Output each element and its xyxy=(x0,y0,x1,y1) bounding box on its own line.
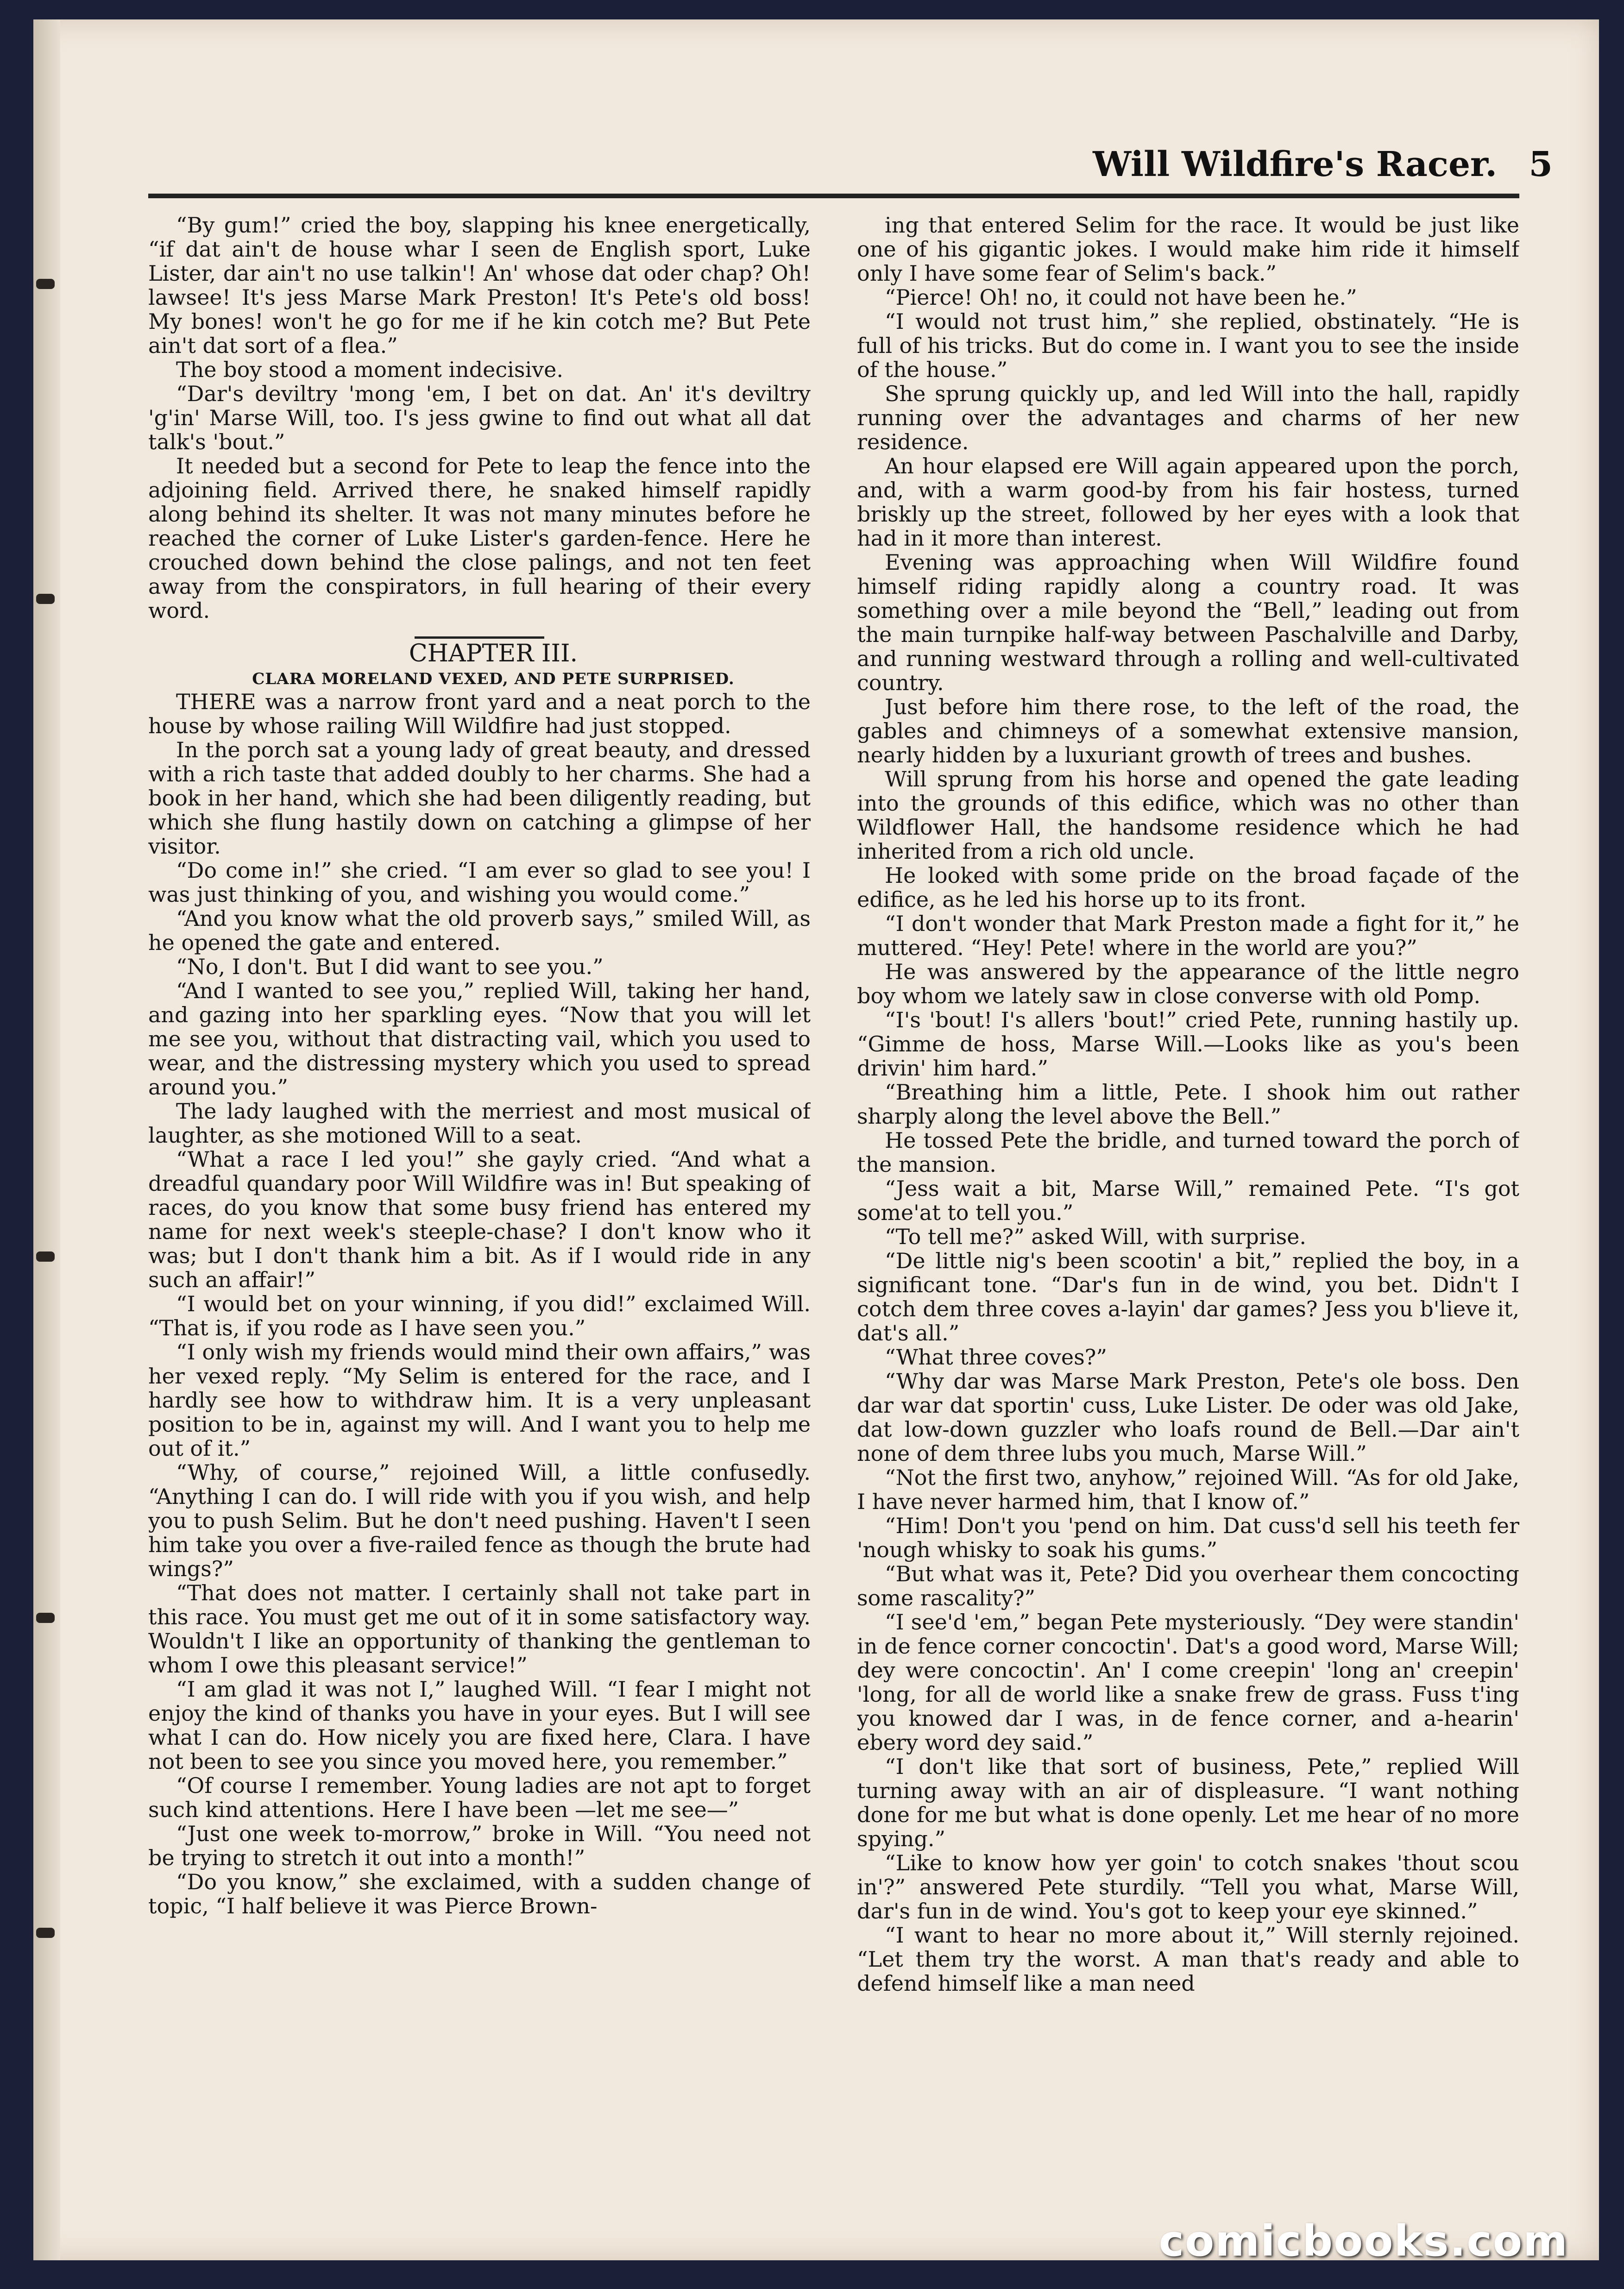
paragraph: “And you know what the old proverb says,” smiled Will, as he opened the gate and entered. xyxy=(148,906,811,955)
paragraph: “I see'd 'em,” began Pete mysteriously. “Dey were standin' in de fence corner concoctin'. Dat's a good word, Marse Will; dey were concoctin'. An' I come creepin' 'long an' creepin' 'long, for all de world like a snake frew de grass. Fuss t'ing you knowed dar I was, in de fence corner, and a-hearin' ebery word dey said.” xyxy=(857,1610,1519,1755)
paragraph: “I want to hear no more about it,” Will sternly rejoined. “Let them try the worst. A man that's ready and able to defend himself like a man need xyxy=(857,1923,1519,1996)
paragraph: He looked with some pride on the broad façade of the edifice, as he led his horse up to its front. xyxy=(857,863,1519,912)
paragraph: The boy stood a moment indecisive. xyxy=(176,357,564,382)
paragraph: Just before him there rose, to the left of the road, the gables and chimneys of a somewhat extensive mansion, nearly hidden by a luxuriant growth of trees and bushes. xyxy=(857,694,1519,767)
paragraph: “I am glad it was not I,” laughed Will. “I fear I might not enjoy the kind of thanks you have in your eyes. But I will see what I can do. How nicely you are fixed here, Clara. I have not been to see you since you moved here, you remember.” xyxy=(148,1677,811,1774)
paragraph: He was answered by the appearance of the little negro boy whom we lately saw in close converse with old Pomp. xyxy=(857,959,1519,1008)
chapter-title: CHAPTER III. xyxy=(409,640,578,667)
staple xyxy=(36,1928,55,1938)
paragraph: “Pierce! Oh! no, it could not have been he.” xyxy=(885,285,1357,310)
staple xyxy=(36,279,55,289)
paragraph: “What three coves?” xyxy=(885,1345,1107,1370)
paragraph: “But what was it, Pete? Did you overhear them concocting some rascality?” xyxy=(857,1561,1519,1610)
paragraph: “To tell me?” asked Will, with surprise. xyxy=(885,1224,1307,1249)
paragraph: He tossed Pete the bridle, and turned toward the porch of the mansion. xyxy=(857,1128,1519,1177)
paragraph: An hour elapsed ere Will again appeared upon the porch, and, with a warm good-by from his fair hostess, turned briskly up the street, followed by her eyes with a look that had in it more than interest. xyxy=(857,453,1519,551)
left-column-pre-chapter xyxy=(148,213,811,623)
paragraph: “What a race I led you!” she gayly cried. “And what a dreadful quandary poor Will Wildfire was in! But speaking of races, do you know that some busy friend has entered my name for next week's steeple-chase? I don't know who it was; but I don't thank him a bit. As if I would ride in any such an affair!” xyxy=(148,1147,811,1292)
paragraph: “By gum!” cried the boy, slapping his knee energetically, “if dat ain't de house whar I seen de English sport, Luke Lister, dar ain't no use talkin'! An' whose dat oder chap? Oh! lawsee! It's jess Marse Mark Preston! It's Pete's old boss! My bones! won't he go for me if he kin cotch me? But Pete ain't dat sort of a flea.” xyxy=(148,213,811,358)
paragraph: “Dar's deviltry 'mong 'em, I bet on dat. An' it's deviltry 'g'in' Marse Will, too. I's jess gwine to find out what all dat talk's 'bout.” xyxy=(148,381,811,454)
paragraph: The lady laughed with the merriest and most musical of laughter, as she motioned Will to a seat. xyxy=(148,1099,811,1148)
paragraph: “And I wanted to see you,” replied Will, taking her hand, and gazing into her sparkling eyes. “Now that you will let me see you, without that distracting vail, which you used to wear, and the distressing mystery which you used to spread around you.” xyxy=(148,978,811,1100)
text-columns xyxy=(148,213,1519,2186)
paragraph: THERE was a narrow front yard and a neat porch to the house by whose railing Will Wildfire had just stopped. xyxy=(148,689,811,738)
paragraph: In the porch sat a young lady of great beauty, and dressed with a rich taste that added doubly to her charms. She had a book in her hand, which she had been diligently reading, but which she flung hastily down on catching a glimpse of her visitor. xyxy=(148,737,811,859)
paragraph: It needed but a second for Pete to leap the fence into the adjoining field. Arrived there, he snaked himself rapidly along behind its shelter. It was not many minutes before he reached the corner of Luke Lister's garden-fence. Here he crouched down behind the close palings, and not ten feet away from the conspirators, in full hearing of their every word. xyxy=(148,453,811,623)
paragraph: “Jess wait a bit, Marse Will,” remained Pete. “I's got some'at to tell you.” xyxy=(857,1176,1519,1225)
page-number: 5 xyxy=(1529,145,1553,184)
paragraph: ing that entered Selim for the race. It would be just like one of his gigantic jokes. I would make him ride it himself only I have some fear of Selim's back.” xyxy=(857,213,1519,286)
paragraph: “I would not trust him,” she replied, obstinately. “He is full of his tricks. But do come in. I want you to see the inside of the house.” xyxy=(857,309,1519,382)
running-title: Will Wildfire's Racer. xyxy=(1093,145,1497,184)
paragraph: “I would bet on your winning, if you did!” exclaimed Will. “That is, if you rode as I have seen you.” xyxy=(148,1291,811,1340)
paragraph: Will sprung from his horse and opened the gate leading into the grounds of this edifice, which was no other than Wildflower Hall, the handsome residence which he had inherited from a rich old uncle. xyxy=(857,767,1519,864)
paragraph: “I don't like that sort of business, Pete,” replied Will turning away with an air of displeasure. “I want nothing done for me but what is done openly. Let me hear of no more spying.” xyxy=(857,1754,1519,1851)
staple xyxy=(36,1251,55,1262)
paragraph: “I don't wonder that Mark Preston made a fight for it,” he muttered. “Hey! Pete! where in the world are you?” xyxy=(857,911,1519,960)
paragraph: “Why, of course,” rejoined Will, a little confusedly. “Anything I can do. I will ride with you if you wish, and help you to push Selim. But he don't need pushing. Haven't I seen him take you over a five-railed fence as though the brute had wings?” xyxy=(148,1460,811,1581)
paragraph: “Like to know how yer goin' to cotch snakes 'thout scou in'?” answered Pete sturdily. “Tell you what, Marse Will, dar's fun in de wind. You's got to keep your eye skinned.” xyxy=(857,1850,1519,1924)
staple xyxy=(36,1613,55,1623)
chapter-subtitle: CLARA MORELAND VEXED, AND PETE SURPRISED. xyxy=(252,670,735,688)
paragraph: “No, I don't. But I did want to see you.” xyxy=(176,954,604,979)
paragraph: “I only wish my friends would mind their own affairs,” was her vexed reply. “My Selim is entered for the race, and I hardly see how to withdraw him. It is a very unpleasant position to be in, against my will. And I want you to help me out of it.” xyxy=(148,1339,811,1461)
paragraph: “I's 'bout! I's allers 'bout!” cried Pete, running hastily up. “Gimme de hoss, Marse Will.—Looks like as you's been drivin' him hard.” xyxy=(857,1007,1519,1081)
header-rule xyxy=(148,194,1519,198)
binding-spine xyxy=(33,19,60,2260)
paragraph: “Why dar was Marse Mark Preston, Pete's ole boss. Den dar war dat sportin' cuss, Luke Lister. De oder was old Jake, dat low-down guzzler who loafs round de Bell.—Dar ain't none of dem three lubs you much, Marse Will.” xyxy=(857,1369,1519,1466)
paragraph: “Not the first two, anyhow,” rejoined Will. “As for old Jake, I have never harmed him, that I know of.” xyxy=(857,1465,1519,1514)
left-column-post-chapter xyxy=(148,690,811,1918)
paragraph: “Do you know,” she exclaimed, with a sudden change of topic, “I half believe it was Pierce Brown- xyxy=(148,1869,811,1918)
paragraph: “Just one week to-morrow,” broke in Will. “You need not be trying to stretch it out into a month!” xyxy=(148,1821,811,1870)
paragraph: “De little nig's been scootin' a bit,” replied the boy, in a significant tone. “Dar's fun in de wind, you bet. Didn't I cotch dem three coves a-layin' dar games? Jess you b'lieve it, dat's all.” xyxy=(857,1248,1519,1346)
staple xyxy=(36,594,55,604)
site-watermark: comicbooks.com xyxy=(1158,2216,1568,2266)
paragraph: Evening was approaching when Will Wildfire found himself riding rapidly along a country road. It was something over a mile beyond the “Bell,” leading out from the main turnpike half-way between Paschalville and Darby, and running westward through a rolling and well-cultivated country. xyxy=(857,550,1519,695)
paragraph: “Do come in!” she cried. “I am ever so glad to see you! I was just thinking of you, and wishing you would come.” xyxy=(148,858,811,907)
page-header xyxy=(182,140,1553,209)
paragraph: “Of course I remember. Young ladies are not apt to forget such kind attentions. Here I have been —let me see—” xyxy=(148,1773,811,1822)
left-column xyxy=(148,213,811,2186)
paragraph: “Him! Don't you 'pend on him. Dat cuss'd sell his teeth fer 'nough whisky to soak his gums.” xyxy=(857,1513,1519,1562)
paragraph: “Breathing him a little, Pete. I shook him out rather sharply along the level above the Bell.” xyxy=(857,1080,1519,1129)
right-column xyxy=(857,213,1519,2186)
paragraph: “That does not matter. I certainly shall not take part in this race. You must get me out of it in some satisfactory way. Wouldn't I like an opportunity of thanking the gentleman to whom I owe this pleasant service!” xyxy=(148,1580,811,1678)
paragraph: She sprung quickly up, and led Will into the hall, rapidly running over the advantages and charms of her new residence. xyxy=(857,381,1519,454)
